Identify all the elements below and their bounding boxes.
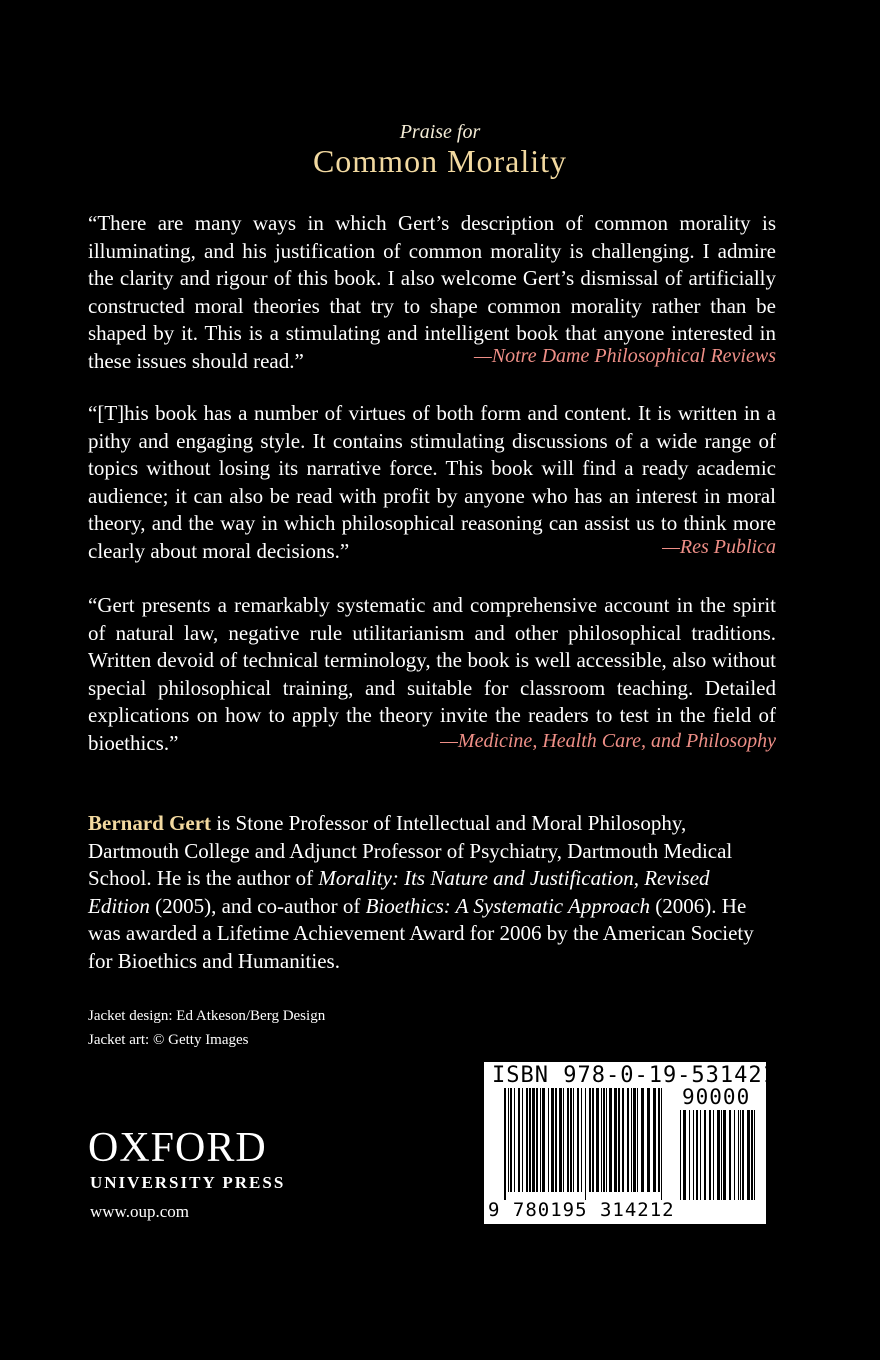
bio-book-2: Bioethics: A Systematic Approach [365, 893, 651, 918]
barcode-addon-bar [742, 1110, 744, 1200]
barcode-addon-bar [700, 1110, 701, 1200]
barcode-bar [641, 1088, 644, 1192]
barcode-bar [529, 1088, 531, 1192]
barcode-addon-bar [713, 1110, 714, 1200]
isbn-label: ISBN 978-0-19-531421-2 [492, 1063, 806, 1088]
barcode-bar [514, 1088, 515, 1192]
barcode-bar [559, 1088, 562, 1192]
barcode-bar [618, 1088, 620, 1192]
review-source-1: —Notre Dame Philosophical Reviews [474, 345, 776, 367]
barcode-addon-bar [704, 1110, 706, 1200]
barcode-bar [661, 1088, 662, 1200]
review-quote-3: “Gert presents a remarkably systematic and comprehensive account in the spirit of natural law, negative rule utilitarianism and other philosophical traditions. Written devoid of technical terminology, the book is well accessible, also without special philosophical training, and suitable for classroom teaching. Detailed explications on how to apply the theory invite the readers to test in the field of bioethics.” [88, 593, 776, 755]
barcode-bar [567, 1088, 569, 1192]
publisher-logo: OXFORD [88, 1125, 267, 1171]
barcode-addon-bar [723, 1110, 726, 1200]
publisher-subtitle: UNIVERSITY PRESS [90, 1173, 286, 1192]
barcode-bar [532, 1088, 535, 1192]
barcode-addon-bar [717, 1110, 720, 1200]
bio-text-3: (2006). He was awarded a Lifetime Achievement Award for 2006 by the American Society for Bioethics and Humanities. [88, 893, 754, 973]
barcode-addon-bar [683, 1110, 686, 1200]
barcode-bar [573, 1088, 574, 1192]
barcode-addon-bar [696, 1110, 698, 1200]
barcode-addon-bar [751, 1110, 753, 1200]
barcode-bar [581, 1088, 582, 1192]
barcode-bar [526, 1088, 528, 1192]
barcode-bar [589, 1088, 591, 1192]
barcode-bar [596, 1088, 599, 1192]
review-quote-1: “There are many ways in which Gert’s description of common morality is illuminating, and his justification of common morality is challenging. I admire the clarity and rigour of this book. I also welcome Gert’s dismissal of artificially constructed moral theories that try to shape common morality rather than be shaped by it. This is a stimulating and intelligent book that anyone interested in these issues should read.” [88, 211, 776, 373]
barcode-bar [658, 1088, 660, 1192]
barcode-addon-bar [754, 1110, 755, 1200]
barcode-addon-bar [689, 1110, 690, 1200]
book-title: Common Morality [312, 143, 568, 179]
jacket-design-credit: Jacket design: Ed Atkeson/Berg Design [88, 1008, 326, 1024]
ean-digits: 9 780195 314212 [488, 1199, 675, 1221]
barcode-bar [510, 1088, 512, 1192]
barcode-bar [563, 1088, 564, 1192]
barcode-bar [633, 1088, 636, 1192]
barcode-addon-bar [729, 1110, 731, 1200]
barcode-bar [548, 1088, 549, 1192]
barcode-addon-bar [709, 1110, 711, 1200]
review-quote-2: “[T]his book has a number of virtues of both form and content. It is written in a pithy and engaging style. It contains stimulating discussions of a wide range of topics without losing its narrative force. This book will find a ready academic audience; it can also be read with profit by anyone who has an interest in moral theory, and the way in which philosophical reasoning can assist us to think more clearly about moral decisions.” [88, 401, 776, 563]
barcode-bar [555, 1088, 557, 1192]
barcode-bar [647, 1088, 650, 1192]
barcode-bar [540, 1088, 541, 1192]
bio-text-2: (2005), and co-author of [149, 893, 366, 918]
barcode-bar [522, 1088, 523, 1192]
barcode-bar [504, 1088, 506, 1200]
barcode-bar [609, 1088, 612, 1192]
barcode-bar [627, 1088, 629, 1192]
barcode-bar [577, 1088, 579, 1192]
review-source-2: —Res Publica [662, 536, 776, 558]
bio-book-1: Morality: Its Nature and Justification, Revised Edition [88, 866, 710, 918]
price-code: 90000 [682, 1085, 751, 1109]
review-source-3: —Medicine, Health Care, and Philosophy [440, 730, 776, 752]
barcode-bar [637, 1088, 638, 1192]
barcode-addon-bar [693, 1110, 694, 1200]
barcode-bar [551, 1088, 554, 1192]
barcode-bar [536, 1088, 538, 1192]
praise-for-label: Praise for [399, 121, 481, 143]
barcode-bar [606, 1088, 607, 1192]
isbn-barcode [484, 1062, 806, 1224]
barcode-bar [631, 1088, 632, 1192]
barcode-addon-bar [738, 1110, 739, 1200]
bio-text-1: is Stone Professor of Intellectual and Moral Philosophy, Dartmouth College and Adjunct Professor of Psychiatry, Dartmouth Medical School. He is the author of [88, 811, 733, 890]
barcode-bar [570, 1088, 572, 1192]
author-name: Bernard Gert [88, 811, 212, 835]
barcode-bar [508, 1088, 509, 1192]
publisher-url: www.oup.com [90, 1202, 189, 1221]
barcode-addon-bar [740, 1110, 741, 1200]
jacket-credits [88, 1004, 325, 1052]
barcode-bar [622, 1088, 624, 1192]
barcode-addon-bar [734, 1110, 735, 1200]
barcode-bar [518, 1088, 520, 1192]
jacket-art-credit: Jacket art: © Getty Images [88, 1032, 249, 1048]
barcode-bar [653, 1088, 656, 1192]
barcode-bar [614, 1088, 617, 1192]
author-bio [88, 810, 776, 975]
barcode-addon-bar [680, 1110, 681, 1200]
barcode-bar [585, 1088, 586, 1200]
barcode-bar [542, 1088, 545, 1192]
barcode-bar [603, 1088, 605, 1192]
barcode-bar [592, 1088, 594, 1192]
barcode-addon-bar [747, 1110, 750, 1200]
barcode-bar [601, 1088, 602, 1192]
barcode-addon-bar [721, 1110, 722, 1200]
